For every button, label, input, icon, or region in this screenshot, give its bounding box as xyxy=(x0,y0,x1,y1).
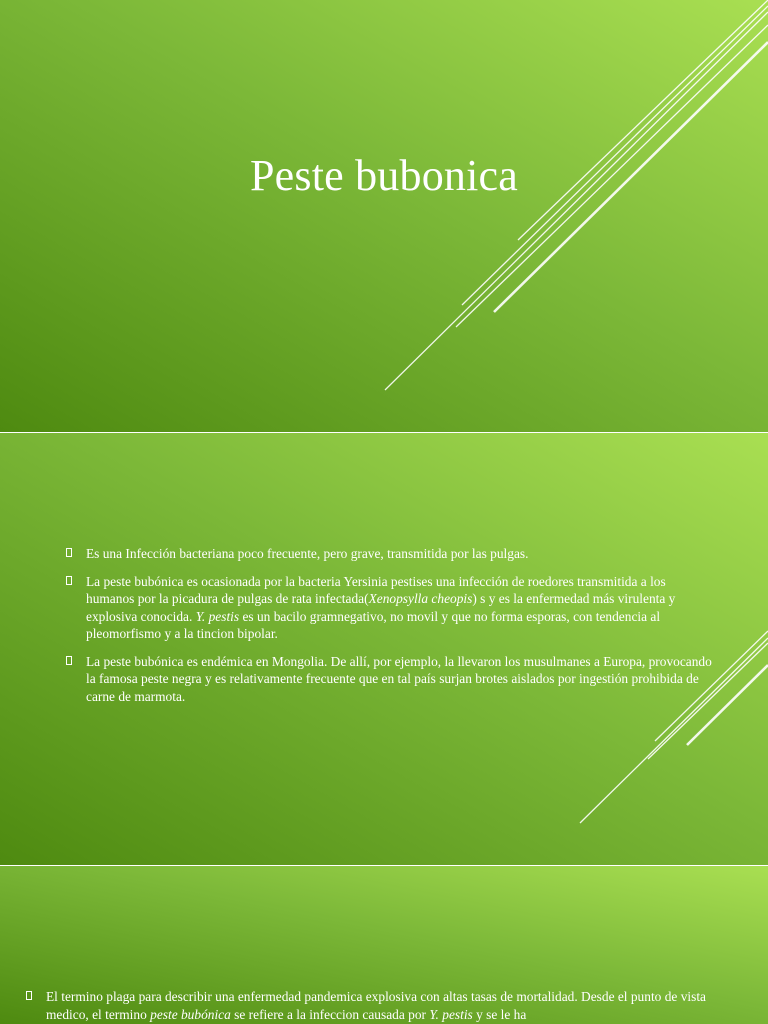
deco-line xyxy=(518,0,768,240)
bullet-item xyxy=(64,653,714,706)
slide-content xyxy=(0,433,768,866)
bullet-item xyxy=(64,573,714,643)
bullet-text: y se le ha xyxy=(472,1006,527,1022)
bullet-item xyxy=(24,988,744,1023)
bullet-text: es un bacilo gramnegativo, no movil y que no forma esporas, con tendencia al pleomorfismo y a la tincion bipolar. xyxy=(86,608,661,641)
bullet-text-italic: Xenopsylla cheopis xyxy=(368,591,473,606)
bullet-text: ) s y es la enfermedad más virulenta y explosiva conocida. xyxy=(86,591,676,624)
bullet-marker-icon xyxy=(66,656,72,665)
slide-title xyxy=(0,0,768,433)
bullet-marker-icon xyxy=(66,576,72,585)
bullet-text: La peste bubónica es ocasionada por la bacteria Yersinia pestises una infección de roedores transmitida a los humanos por la picadura de pulgas de rata infectada( xyxy=(86,573,666,606)
bullet-text-italic: peste bubónica xyxy=(150,1006,231,1022)
bullet-text: se refiere a la infeccion causada por xyxy=(230,1006,430,1022)
bullet-list xyxy=(64,545,714,715)
bullet-list xyxy=(24,988,744,1024)
bullet-text-italic: Y. pestis xyxy=(195,608,240,624)
bullet-marker-icon xyxy=(26,991,32,1000)
deco-line xyxy=(385,12,768,390)
slide-title-text: Peste bubonica xyxy=(250,151,518,200)
slide-content xyxy=(0,866,768,1024)
bullet-text: Es una Infección bacteriana poco frecuente, pero grave, transmitida por las pulgas. xyxy=(86,546,529,561)
bullet-text-italic: Y. pestis xyxy=(429,1006,473,1022)
bullet-text: La peste bubónica es endémica en Mongolia. De allí, por ejemplo, la llevaron los musulmanes a Europa, provocando la famosa peste negra y es relativamente frecuente que en tal país surjan brotes aislados por ingestión prohibida de carne de marmota. xyxy=(86,653,712,704)
bullet-text: El termino plaga para describir una enfermedad pandemica explosiva con altas tasas de mortalidad. Desde el punto de vista medico, el termino xyxy=(46,989,706,1022)
decorative-lines xyxy=(0,0,768,433)
bullet-item xyxy=(64,545,714,563)
bullet-marker-icon xyxy=(66,548,72,557)
